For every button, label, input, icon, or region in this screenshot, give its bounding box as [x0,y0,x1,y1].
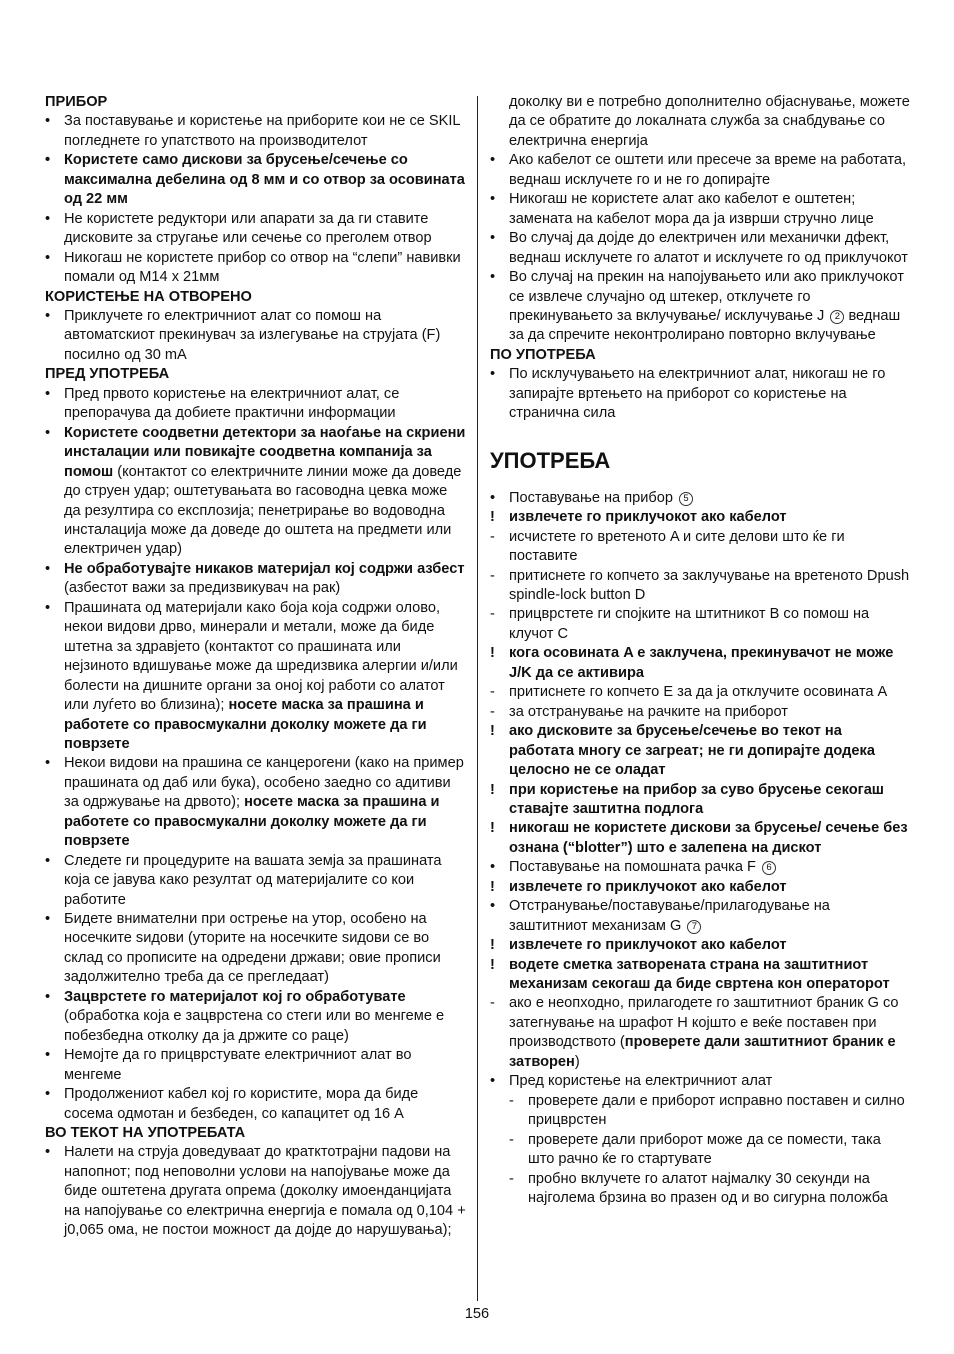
step-item: - притиснете го копчето E за да ја отклучите осовината A [490,683,910,702]
bullet-icon [490,365,509,384]
exclamation-icon: ! [490,645,495,662]
bullet-icon [490,151,509,170]
list-item: • По исклучувањето на електричниот алат, никогаш не го запирајте вртењето на приборот со користење на странична сила [490,365,910,423]
bullet-icon [45,910,64,929]
step-item: - проверете дали приборот може да се помести, така што рачно ќе го стартувате [509,1131,881,1168]
exclamation-icon: ! [490,781,495,798]
heading-during-use: ВО ТЕКОТ НА УПОТРЕБАТА [45,1125,246,1142]
exclamation-icon: ! [490,723,495,740]
warning-item: ! при користење на прибор за суво брусење секогаш ставајте заштитна подлога [490,781,884,817]
exclamation-icon: ! [490,956,495,973]
dash-icon: - [490,995,495,1012]
right-column [490,93,910,1208]
figure-ref-2: 2 [830,310,844,324]
heading-before-use: ПРЕД УПОТРЕБА [45,366,170,383]
list-item: • Поставување на помошната рачка F 6 [490,858,910,877]
step-item: - проверете дали е приборот исправно поставен и силно прицврстен [509,1092,905,1129]
list-item: • Не користете редуктори или апарати за да ги ставите дисковите за стругање или сечење со преголем отвор [45,210,466,249]
exclamation-icon: ! [490,937,495,954]
bullet-icon [45,307,64,326]
step-item: - притиснете го копчето за заклучување на вретеното Dpush spindle-lock button D [490,567,910,603]
list-item: • Користете соодветни детектори за наоѓање на скриени инсталации или повикајте соодветна компанија за помош (контактот со електричните линии може да доведе до струен удар; оштетувањата во гасоводна цевка може да резултира со експлозија; пенетрирање во водоводна инсталација може да доведе до оштета на предмети или електричен удар) [45,424,466,560]
heading-pribor: ПРИБОР [45,94,108,110]
bullet-icon [45,1085,64,1104]
exclamation-icon: ! [490,509,495,526]
bullet-icon [490,858,509,877]
list-item: • Следете ги процедурите на вашата земја за прашината која се јавува како резултат од материјалите со кои работите [45,852,466,910]
bullet-icon [45,754,64,773]
bullet-icon [45,151,64,170]
list-item: • Ако кабелот се оштети или пресече за време на работата, веднаш исклучете го и не го допирајте [490,151,910,190]
list-item: • Отстранување/поставување/прилагодување на заштитниот механизам G 7 [490,897,910,936]
bullet-icon [490,1072,509,1091]
bullet-icon [45,988,64,1007]
list-item: • Не обработувајте никаков материјал кој содржи азбест (азбестот важи за предизвикувач на рак) [45,560,466,599]
dash-icon: - [490,684,495,701]
bullet-icon [45,1046,64,1065]
bullet-icon [45,852,64,871]
list-item: • Продолжениот кабел кој го користите, мора да биде сосема одмотан и безбеден, со капацитет од 16 A [45,1085,466,1124]
list-item: • Некои видови на прашина се канцерогени (како на пример прашината од даб или бука), особено заедно со адитиви за одржување на дрвото); носете маска за прашина и работете со правосмукални доколку можете да ги поврзете [45,754,466,851]
list-item: • Приклучете го електричниот алат со помош на автоматскиот прекинувач за излегување на струјата (F) посилно од 30 mA [45,307,466,365]
bullet-icon [45,424,64,443]
warning-item: ! никогаш не користете дискови за брусење/ сечење без ознана (“blotter”) што е залепена на дискот [490,820,908,856]
warning-item: ! извлечете го приклучокот ако кабелот [490,508,910,527]
dash-icon: - [490,606,495,623]
list-item: • Во случај на прекин на напојувањето или ако приклучокот се извлече случајно од штекер, отклучете го прекинувањето за вклучување/ исклучување J 2 веднаш за да спречите неконтролирано повторно вклучување [490,268,910,346]
bullet-icon [45,249,64,268]
bullet-icon [45,112,64,131]
list-item: • Зацврстете го материјалот кој го обработувате (обработка која е зацврстена со стеги или во менгеме е побезбедна отколку да ја држите со раце) [45,988,466,1046]
bullet-icon [490,489,509,508]
list-item: • Пред користење на електричниот алат [490,1072,910,1091]
list-item: • Никогаш не користете алат ако кабелот е оштетен; замената на кабелот мора да ја изврши стручно лице [490,190,910,229]
warning-item: ! ако дисковите за брусење/сечење во текот на работата многу се загреат; не ги допирајте додека целосно не се оладат [490,723,875,779]
list-item: • Користете само дискови за брусење/сечење со максимална дебелина од 8 мм и со отвор за осовината од 22 мм [45,151,466,209]
list-item: • Во случај да дојде до електричен или механички дфект, веднаш исклучете го алатот и исклучете го од приклучокот [490,229,910,268]
step-item: - прицврстете ги спојките на штитникот B со помош на клучот C [490,606,870,642]
bullet-icon [45,599,64,618]
list-item: • Никогаш не користете прибор со отвор на “слепи” навивки помали од M14 x 21мм [45,249,466,288]
dash-icon: - [490,567,495,584]
heading-outdoor-use: КОРИСТЕЊЕ НА ОТВОРЕНО [45,288,252,305]
warning-item: ! извлечете го приклучокот ако кабелот [490,878,910,897]
bullet-icon [490,897,509,916]
list-item: • Прашината од материјали како боја која содржи олово, некои видови дрво, минерали и метали, може да биде штетна за здравјето (контактот со прашината или нејзиното вдишување може да шредизвика алергии и/или болести на дишните органи за оној кој работи со алатот или луѓето во близина); носете маска за прашина и работете со правосмукални доколку можете да ги поврзете [45,599,466,755]
list-item: • Поставување на прибор 5 [490,489,910,508]
dash-icon: - [509,1170,514,1187]
list-item: • Налети на струја доведуваат до кратктотрајни падови на напопнот; под неповолни услови на напојување може да биде оштетена другата опрема (доколку имоенданцијата на напојување со електрична енергија е помала од 0,104 + j0,065 ома, не постои можност да дојде до нарушувања); [45,1143,466,1240]
step-item: - ако е неопходно, прилагодете го заштитниот браник G со затегнување на шрафот H којшто е веќе поставен при производството (проверете дали заштитниот браник е затворен) [490,995,899,1070]
left-column [45,93,466,1241]
figure-ref-5: 5 [679,492,693,506]
section-title-usage: УПОТРЕБА [490,447,611,473]
warning-item: ! кога осовината A е заклучена, прекинувачот не може J/K да се активира [490,645,894,681]
bullet-icon [490,268,509,287]
warning-item: ! извлечете го приклучокот ако кабелот [490,936,910,955]
figure-ref-6: 6 [762,861,776,875]
dash-icon: - [490,528,495,545]
figure-ref-7: 7 [687,920,701,934]
heading-after-use: ПО УПОТРЕБА [490,346,596,363]
dash-icon: - [509,1092,514,1109]
warning-item: ! водете сметка затворената страна на заштитниот механизам секогаш да биде свртена кон операторот [490,956,890,993]
bullet-icon [45,210,64,229]
step-item: - пробно вклучете го алатот најмалку 30 секунди на најголема брзина во празен од и во сигурна положба [509,1170,888,1207]
step-item: - исчистете го вретеното A и сите делови што ќе ги поставите [490,528,845,565]
list-item: • Пред првото користење на електричниот алат, се препорачува да добиете практични информации [45,385,466,424]
list-item: • Немојте да го прицврстувате електричниот алат во менгеме [45,1046,466,1085]
list-item: • За поставување и користење на приборите кои не се SKIL погледнете го упатството на производителот [45,112,466,151]
list-item-continued: доколку ви е потребно дополнително објаснување, можете да се обратите до локалната служба за снабдување со електрична енергија [509,94,910,149]
list-item: • Бидете внимателни при острење на утор, особено на носечките ѕидови (уторите на носечките ѕидови се во склад со прописите на одредени држави; овие прописи задолжително треба да се прегледаат) [45,910,466,988]
dash-icon: - [490,703,495,720]
step-item: - за отстранување на рачките на приборот [490,703,910,722]
bullet-icon [45,1143,64,1162]
dash-icon: - [509,1131,514,1148]
exclamation-icon: ! [490,820,495,837]
bullet-icon [490,229,509,248]
page-number: 156 [464,1306,490,1322]
bullet-icon [45,385,64,404]
bullet-icon [45,560,64,579]
exclamation-icon: ! [490,878,495,895]
bullet-icon [490,190,509,209]
column-divider [477,96,478,1301]
